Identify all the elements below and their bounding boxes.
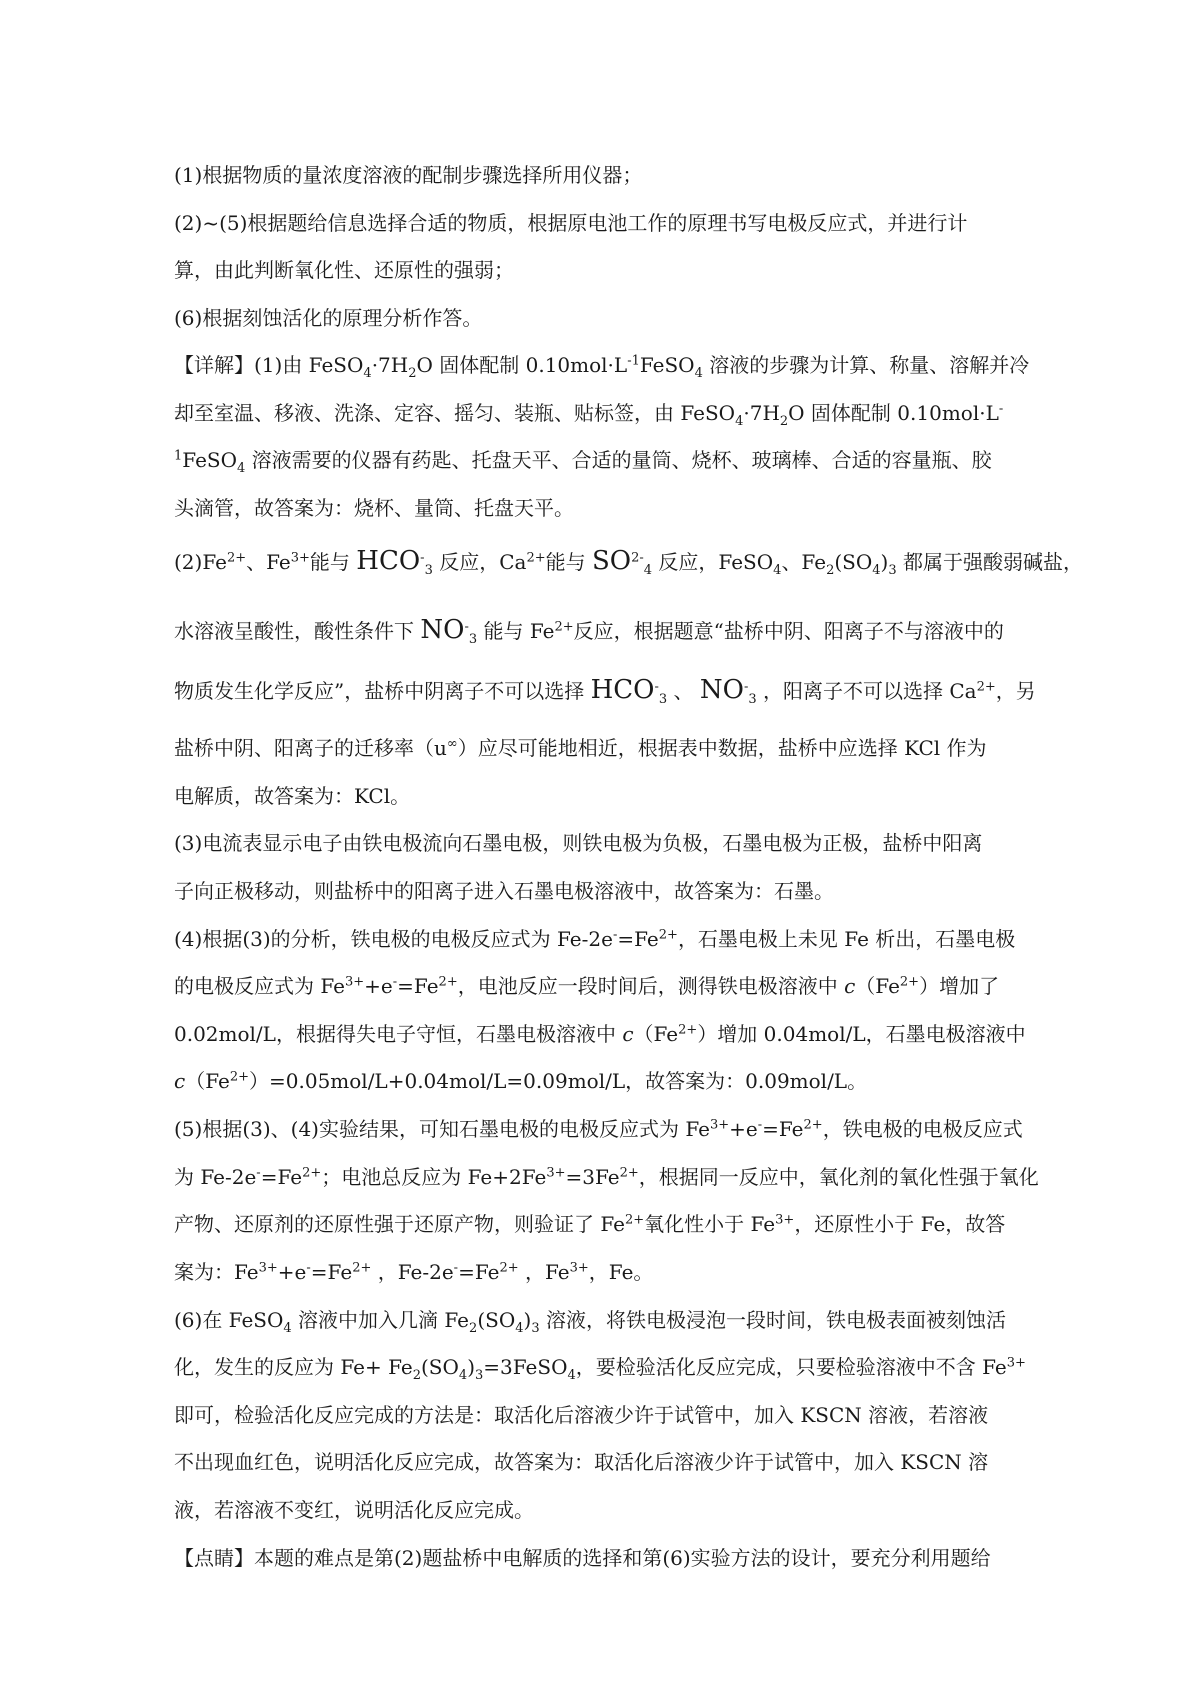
text-line: 盐桥中阴、阳离子的迁移率（u∞）应尽可能地相近，根据表中数据，盐桥中应选择 KCl 作为 <box>174 736 987 760</box>
text-line: (5)根据(3)、(4)实验结果，可知石墨电极的电极反应式为 $Fe^{3+}+e^-=Fe^{2+}$，铁电极的电极反应式 <box>174 1117 1023 1141</box>
text-line: 案为：$Fe^{3+}+e^-=Fe^{2+}$ ，$Fe-2e^-=Fe^{2+}$ ，$Fe^{3+}$，Fe。 <box>174 1260 654 1284</box>
text-line: $c(Fe^{2+})=0.05mol/L+0.04mol/L=0.09mol/L$，故答案为：0.09mol/L。 <box>174 1069 868 1093</box>
text-line: 的电极反应式为 $Fe^{3+}+e^-=Fe^{2+}$，电池反应一段时间后，测得铁电极溶液中 $c(Fe^{2+})$增加了 <box>174 974 1000 998</box>
text-line: (1)根据物质的量浓度溶液的配制步骤选择所用仪器； <box>174 163 643 187</box>
text-line: 算，由此判断氧化性、还原性的强弱； <box>174 258 514 282</box>
text-line: (2)~(5)根据题给信息选择合适的物质，根据原电池工作的原理书写电极反应式，并进行计 <box>174 211 968 235</box>
text-line: $^1$FeSO$_4$ 溶液需要的仪器有药匙、托盘天平、合适的量筒、烧杯、玻璃棒、合适的容量瓶、胶 <box>174 448 992 476</box>
text-line: 产物、还原剂的还原性强于还原产物，则验证了 $Fe^{2+}$氧化性小于 $Fe^{3+}$，还原性小于 Fe，故答 <box>174 1212 1006 1236</box>
text-line: $(2)Fe^{2+}$、$Fe^{3+}$能与 $HCO^-_3$ 反应，$Ca^{2+}$能与 $SO^{2-}_4$ 反应，FeSO$_4$、$Fe_2(SO_4)_3$ 都属于强酸弱碱盐， <box>174 546 1083 578</box>
text-line: 电解质，故答案为：KCl。 <box>174 784 411 808</box>
text-line: 水溶液呈酸性，酸性条件下 $NO^-_3$ 能与 $Fe^{2+}$反应，根据题意“盐桥中阴、阳离子不与溶液中的 <box>174 615 1004 647</box>
text-line: (3)电流表显示电子由铁电极流向石墨电极，则铁电极为负极，石墨电极为正极，盐桥中阳离 <box>174 831 983 855</box>
text-line: 子向正极移动，则盐桥中的阳离子进入石墨电极溶液中，故答案为：石墨。 <box>174 879 834 903</box>
text-line: 却至室温、移液、洗涤、定容、摇匀、装瓶、贴标签，由 $FeSO_4\cdot 7H_2O$ 固体配制 0.10mol·L- <box>174 401 1004 429</box>
text-line: 0.02mol/L，根据得失电子守恒，石墨电极溶液中 $c(Fe^{2+})$增加 0.04mol/L，石墨电极溶液中 <box>174 1022 1026 1046</box>
text-line: (4)根据(3)的分析，铁电极的电极反应式为 $Fe-2e^-=Fe^{2+}$，石墨电极上未见 Fe 析出，石墨电极 <box>174 927 1016 951</box>
text-line: 不出现血红色，说明活化反应完成，故答案为：取活化后溶液少许于试管中，加入 KSCN 溶 <box>174 1450 989 1474</box>
text-line: 化，发生的反应为 $Fe+ Fe_2(SO_4)_3=3FeSO_4$，要检验活化反应完成，只要检验溶液中不含 $Fe^{3+}$ <box>174 1355 1026 1383</box>
text-line: 为 $Fe-2e^-=Fe^{2+}$；电池总反应为 $Fe+2Fe^{3+}=3Fe^{2+}$，根据同一反应中，氧化剂的氧化性强于氧化 <box>174 1165 1039 1189</box>
text-line: 物质发生化学反应”，盐桥中阴离子不可以选择 $HCO^-_3$ 、 $NO^-_3$ ，阳离子不可以选择 $Ca^{2+}$，另 <box>174 675 1036 707</box>
text-line: 【详解】(1)由 $FeSO_4\cdot 7H_2O$ 固体配制 $0.10mol\cdot L^{-1}FeSO_4$ 溶液的步骤为计算、称量、溶解并冷 <box>174 353 1030 381</box>
text-line: (6)根据刻蚀活化的原理分析作答。 <box>174 306 483 330</box>
text-line: 【点睛】本题的难点是第(2)题盐桥中电解质的选择和第(6)实验方法的设计，要充分利用题给 <box>174 1546 991 1570</box>
text-line: 液，若溶液不变红，说明活化反应完成。 <box>174 1498 534 1522</box>
text-line: 即可，检验活化反应完成的方法是：取活化后溶液少许于试管中，加入 KSCN 溶液，若溶液 <box>174 1403 989 1427</box>
text-line: (6)在 FeSO$_4$ 溶液中加入几滴 $Fe_2(SO_4)_3$ 溶液，将铁电极浸泡一段时间，铁电极表面被刻蚀活 <box>174 1308 1006 1336</box>
text-line: 头滴管，故答案为：烧杯、量筒、托盘天平。 <box>174 496 574 520</box>
